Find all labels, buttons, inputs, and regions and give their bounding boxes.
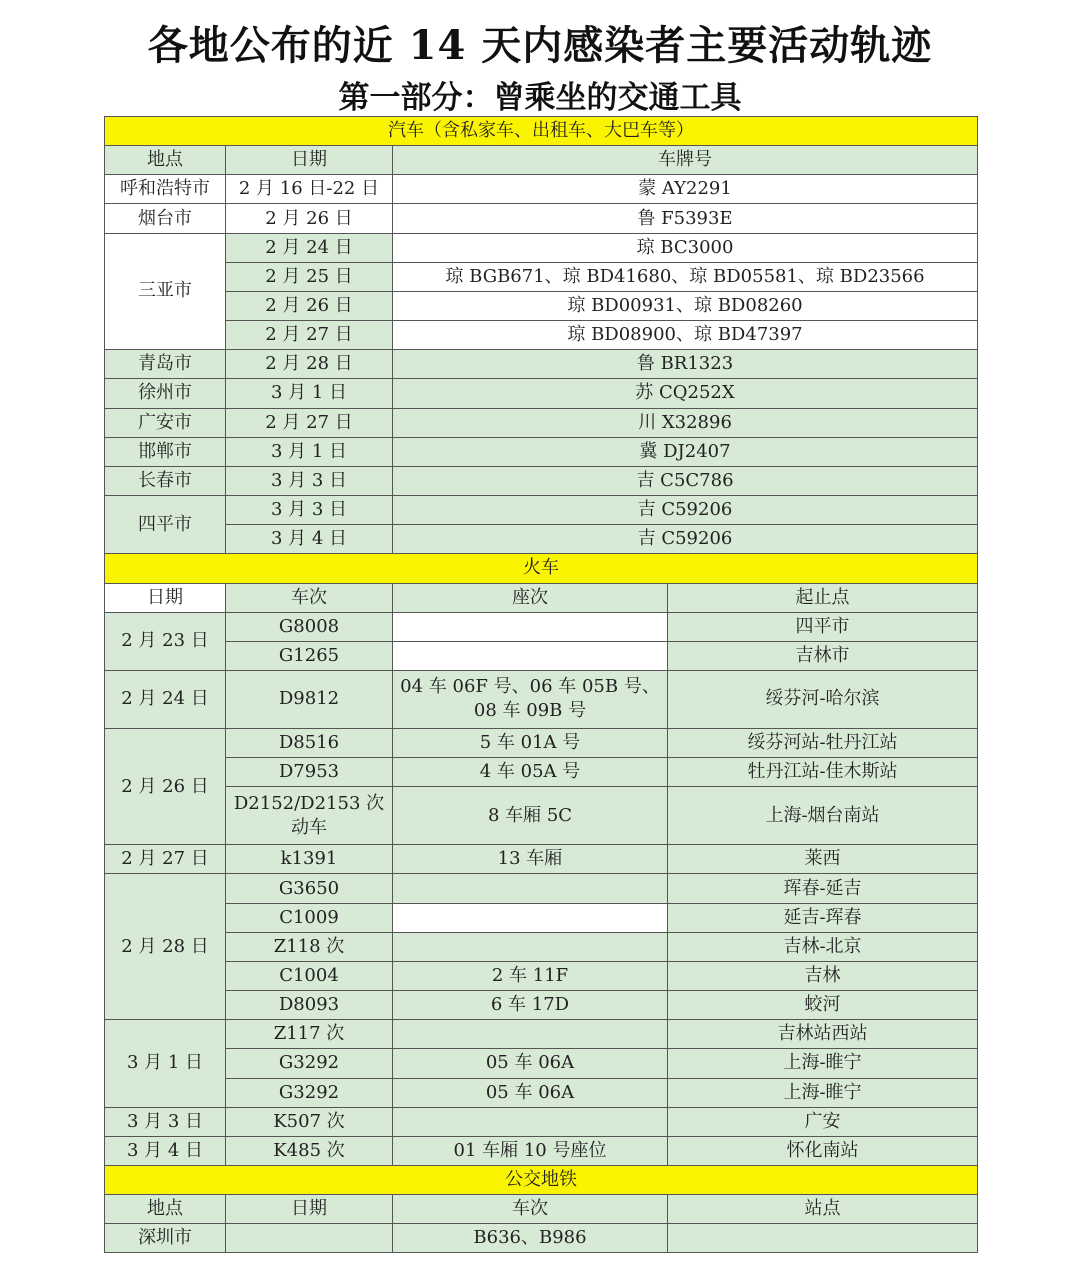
cell-seat: 6 车 17D [393,991,668,1020]
cell-seat: 05 车 06A [393,1049,668,1078]
cell-route: 蛟河 [668,991,978,1020]
cell-seat: 01 车厢 10 号座位 [393,1136,668,1165]
cell-plate: 琼 BD00931、琼 BD08260 [393,291,978,320]
table-row [105,874,978,903]
table-row [105,961,978,990]
cell-date: 3 月 3 日 [105,1107,226,1136]
cell-date: 2 月 27 日 [226,408,393,437]
col-header-seat: 座次 [393,583,668,612]
cell-train: C1009 [226,903,393,932]
cell-train: D8516 [226,728,393,757]
cell-seat [393,874,668,903]
car-section-header: 汽车（含私家车、出租车、大巴车等） [105,117,978,146]
cell-route: 吉林市 [668,641,978,670]
cell-route: 上海-睢宁 [668,1049,978,1078]
cell-train: D2152/D2153 次动车 [226,787,393,845]
cell-place: 烟台市 [105,204,226,233]
table-row [105,1049,978,1078]
table-row [105,466,978,495]
cell-train: G3650 [226,874,393,903]
cell-train: Z117 次 [226,1020,393,1049]
table-row [105,1107,978,1136]
cell-route: 绥芬河站-牡丹江站 [668,728,978,757]
cell-train: D7953 [226,758,393,787]
page-subtitle: 第一部分：曾乘坐的交通工具 [338,80,742,116]
table-row [105,641,978,670]
table-row [105,175,978,204]
cell-plate: 鲁 BR1323 [393,350,978,379]
cell-seat: 05 车 06A [393,1078,668,1107]
cell-seat [393,641,668,670]
cell-date: 2 月 27 日 [105,845,226,874]
table-row [105,496,978,525]
table-row [105,991,978,1020]
cell-train: G3292 [226,1078,393,1107]
cell-train: Z118 次 [226,932,393,961]
table-row [105,1078,978,1107]
cell-plate: 琼 BGB671、琼 BD41680、琼 BD05581、琼 BD23566 [393,262,978,291]
table-row [105,845,978,874]
cell-seat: 5 车 01A 号 [393,728,668,757]
cell-plate: 蒙 AY2291 [393,175,978,204]
cell-seat: 13 车厢 [393,845,668,874]
col-header-station: 站点 [668,1195,978,1224]
table-row [105,612,978,641]
table-row [105,437,978,466]
cell-place: 青岛市 [105,350,226,379]
cell-train: k1391 [226,845,393,874]
col-header-date: 日期 [226,146,393,175]
table-row [105,408,978,437]
cell-route: 吉林 [668,961,978,990]
col-header-route: 车次 [393,1195,668,1224]
cell-seat [393,612,668,641]
cell-train: K485 次 [226,1136,393,1165]
cell-place: 四平市 [105,496,226,554]
cell-place: 三亚市 [105,233,226,350]
cell-route: 牡丹江站-佳木斯站 [668,758,978,787]
table-row [105,321,978,350]
table-row [105,379,978,408]
cell-seat [393,1107,668,1136]
cell-place: 徐州市 [105,379,226,408]
table-row [105,350,978,379]
cell-plate: 苏 CQ252X [393,379,978,408]
cell-date: 3 月 1 日 [226,379,393,408]
cell-date: 2 月 23 日 [105,612,226,670]
cell-station [668,1224,978,1253]
cell-place: 深圳市 [105,1224,226,1253]
cell-date: 3 月 3 日 [226,496,393,525]
table-row [105,1136,978,1165]
cell-train: D8093 [226,991,393,1020]
cell-route: 广安 [668,1107,978,1136]
table-row [105,758,978,787]
cell-place: 邯郸市 [105,437,226,466]
table-row [105,903,978,932]
cell-plate: 鲁 F5393E [393,204,978,233]
cell-train: K507 次 [226,1107,393,1136]
table-row [105,262,978,291]
cell-seat: 4 车 05A 号 [393,758,668,787]
cell-seat: 8 车厢 5C [393,787,668,845]
cell-place: 呼和浩特市 [105,175,226,204]
cell-seat: 2 车 11F [393,961,668,990]
cell-route: 绥芬河-哈尔滨 [668,670,978,728]
cell-date: 2 月 24 日 [226,233,393,262]
table-row [105,787,978,845]
col-header-place: 地点 [105,146,226,175]
col-header-train: 车次 [226,583,393,612]
col-header-date: 日期 [105,583,226,612]
cell-route: 四平市 [668,612,978,641]
col-header-route: 起止点 [668,583,978,612]
cell-date [226,1224,393,1253]
cell-place: 长春市 [105,466,226,495]
cell-route: 珲春-延吉 [668,874,978,903]
cell-plate: 吉 C59206 [393,496,978,525]
table-row [105,932,978,961]
cell-train: G1265 [226,641,393,670]
table-row [105,670,978,728]
transport-table [104,116,978,1253]
col-header-date: 日期 [226,1195,393,1224]
cell-date: 2 月 26 日 [226,291,393,320]
train-section-header: 火车 [105,554,978,583]
cell-date: 2 月 26 日 [105,728,226,844]
table-row [105,233,978,262]
cell-plate: 琼 BD08900、琼 BD47397 [393,321,978,350]
cell-date: 2 月 25 日 [226,262,393,291]
cell-plate: 吉 C59206 [393,525,978,554]
cell-date: 3 月 4 日 [226,525,393,554]
cell-seat: 04 车 06F 号、06 车 05B 号、08 车 09B 号 [393,670,668,728]
cell-route: 上海-睢宁 [668,1078,978,1107]
cell-date: 2 月 27 日 [226,321,393,350]
table-row [105,204,978,233]
cell-train: G3292 [226,1049,393,1078]
cell-plate: 川 X32896 [393,408,978,437]
cell-date: 3 月 1 日 [105,1020,226,1107]
cell-seat [393,903,668,932]
page-title: 各地公布的近 14 天内感染者主要活动轨迹 [147,22,933,69]
cell-train: C1004 [226,961,393,990]
cell-route: 上海-烟台南站 [668,787,978,845]
cell-train: G8008 [226,612,393,641]
cell-date: 2 月 26 日 [226,204,393,233]
table-row [105,1020,978,1049]
cell-route: B636、B986 [393,1224,668,1253]
cell-plate: 吉 C5C786 [393,466,978,495]
cell-date: 3 月 4 日 [105,1136,226,1165]
cell-date: 3 月 3 日 [226,466,393,495]
table-row [105,525,978,554]
cell-date: 2 月 28 日 [226,350,393,379]
cell-date: 2 月 16 日-22 日 [226,175,393,204]
cell-route: 吉林站西站 [668,1020,978,1049]
cell-date: 2 月 24 日 [105,670,226,728]
bus-section-header: 公交地铁 [105,1166,978,1195]
cell-route: 怀化南站 [668,1136,978,1165]
cell-route: 莱西 [668,845,978,874]
cell-route: 延吉-珲春 [668,903,978,932]
cell-seat [393,932,668,961]
table-row [105,728,978,757]
cell-seat [393,1020,668,1049]
col-header-place: 地点 [105,1195,226,1224]
cell-place: 广安市 [105,408,226,437]
table-row [105,291,978,320]
cell-train: D9812 [226,670,393,728]
col-header-plate: 车牌号 [393,146,978,175]
cell-plate: 琼 BC3000 [393,233,978,262]
cell-route: 吉林-北京 [668,932,978,961]
cell-date: 2 月 28 日 [105,874,226,1020]
cell-plate: 冀 DJ2407 [393,437,978,466]
table-row [105,1224,978,1253]
cell-date: 3 月 1 日 [226,437,393,466]
